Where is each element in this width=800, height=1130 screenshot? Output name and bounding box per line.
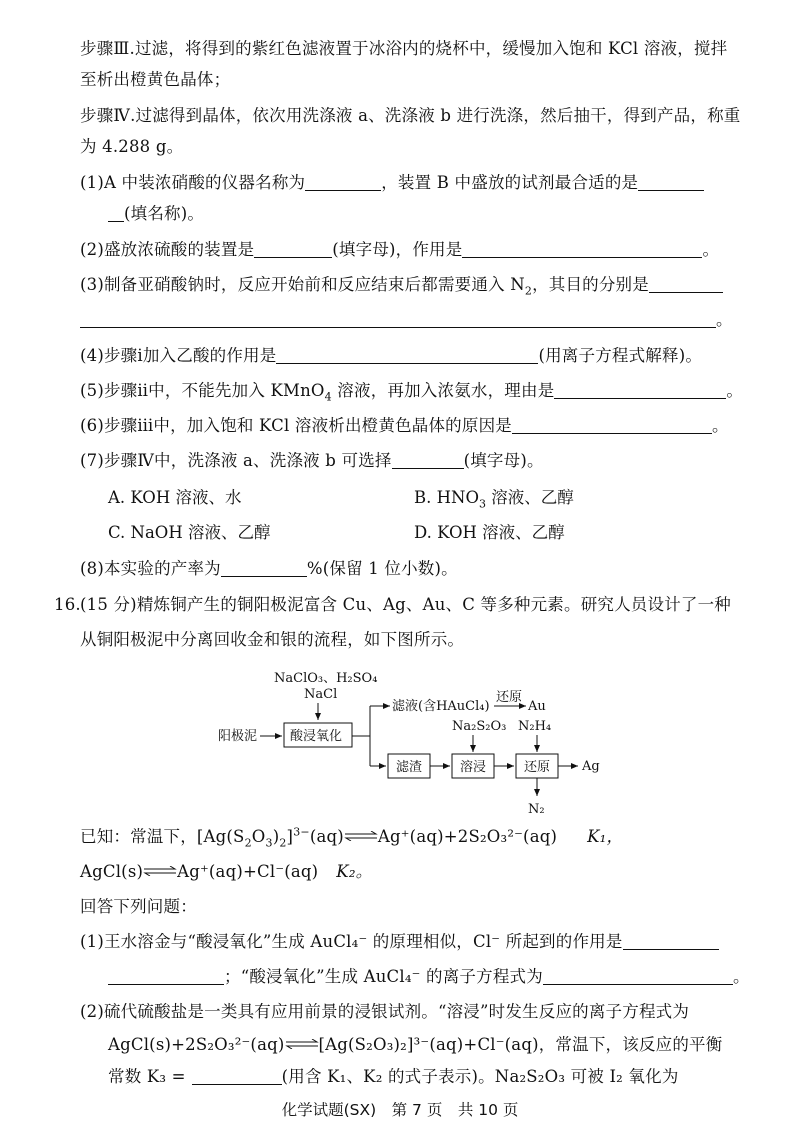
- question-7: (7)步骤Ⅳ中，洗涤液 a、洗涤液 b 可选择 (填字母)。: [80, 451, 544, 470]
- option-a[interactable]: A. KOH 溶液、水: [108, 488, 242, 507]
- flow-step-acid: 酸浸氧化: [290, 729, 343, 744]
- answer-blank[interactable]: [305, 174, 381, 191]
- question-number-16: 16.: [54, 595, 81, 614]
- flow-reduce-1: 还原: [496, 690, 523, 705]
- part-1-line2: ；“酸浸氧化”生成 AuCl₄⁻ 的离子方程式为 。: [80, 964, 730, 990]
- question-6: (6)步骤ⅲ中，加入饱和 KCl 溶液析出橙黄色晶体的原因是 。: [80, 416, 729, 435]
- flow-reagent-1: NaClO₃、H₂SO₄: [274, 671, 378, 686]
- flow-ag: Ag: [582, 759, 600, 774]
- answer-blank[interactable]: [192, 1068, 282, 1085]
- question-16-line1: (15 分)精炼铜产生的铜阳极泥富含 Cu、Ag、Au、C 等多种元素。研究人员设计了一种: [80, 595, 732, 614]
- process-flowchart: [210, 668, 630, 818]
- flow-residue: 滤渣: [396, 760, 423, 775]
- flow-start: 阳极泥: [218, 729, 258, 744]
- question-5: (5)步骤ⅱ中，不能先加入 KMnO$_4$ 溶液，再加入浓氨水，理由是 。: [80, 381, 744, 404]
- equilibrium-arrow-icon: [143, 866, 177, 876]
- answer-blank[interactable]: [623, 933, 719, 950]
- step4-line2: 为 4.288 g。: [80, 137, 184, 156]
- question-16-line2: 从铜阳极泥中分离回收金和银的流程，如下图所示。: [80, 630, 465, 649]
- answer-blank[interactable]: [276, 347, 538, 364]
- flow-reagent-2: NaCl: [304, 687, 338, 702]
- answer-blank[interactable]: [80, 311, 716, 328]
- flow-reduce-2: 还原: [524, 760, 551, 775]
- step3-line2: 至析出橙黄色晶体；: [80, 70, 231, 89]
- question-8: (8)本实验的产率为 %(保留 1 位小数)。: [80, 559, 458, 578]
- question-4: (4)步骤ⅰ加入乙酸的作用是 (用离子方程式解释)。: [80, 346, 703, 365]
- answer-intro: 回答下列问题：: [80, 897, 197, 916]
- step3-line1: 步骤Ⅲ.过滤，将得到的紫红色滤液置于冰浴内的烧杯中，缓慢加入饱和 KCl 溶液，搅拌: [80, 39, 728, 58]
- option-b[interactable]: B. $HNO_3$ 溶液、乙醇: [414, 488, 574, 511]
- flow-dissolve: 溶浸: [460, 760, 487, 775]
- part-2-line1: (2)硫代硫酸盐是一类具有应用前景的浸银试剂。“溶浸”时发生反应的离子方程式为: [80, 1002, 690, 1021]
- answer-blank[interactable]: [462, 241, 702, 258]
- part-1-line1: (1)王水溶金与“酸浸氧化”生成 AuCl₄⁻ 的原理相似，Cl⁻ 所起到的作用是: [80, 929, 730, 955]
- answer-blank[interactable]: [543, 968, 733, 985]
- answer-blank[interactable]: [108, 205, 124, 222]
- question-1-line2: (填名称)。: [108, 201, 758, 227]
- step4-line1: 步骤Ⅳ.过滤得到晶体，依次用洗涤液 a、洗涤液 b 进行洗涤，然后抽干，得到产品，称重: [80, 106, 741, 125]
- question-3-line1: (3)制备亚硝酸钠时，反应开始前和反应结束后都需要通入 $N_2$，其目的分别是: [80, 272, 730, 298]
- answer-blank[interactable]: [638, 174, 704, 191]
- question-3-line2: 。: [80, 307, 730, 333]
- answer-blank[interactable]: [392, 452, 464, 469]
- flow-dissolve-reagent: Na₂S₂O₃: [452, 719, 507, 734]
- flow-au: Au: [528, 699, 546, 714]
- part-2-line2: AgCl(s)+2S₂O₃²⁻(aq) [Ag(S₂O₃)₂]³⁻(aq)+Cl⁻(aq)，常温下，该反应的平衡: [108, 1035, 723, 1054]
- equilibrium-arrow-icon: [344, 831, 378, 841]
- page-footer: 化学试题(SX) 第 7 页 共 10 页: [281, 1101, 519, 1119]
- known-equilibrium-1: 已知：常温下，$[Ag(S_2O_3)_2]^{3-}(aq)$ Ag⁺(aq)+2S₂O₃²⁻(aq) K₁，: [80, 825, 624, 850]
- option-c[interactable]: C. NaOH 溶液、乙醇: [108, 523, 271, 542]
- answer-blank[interactable]: [554, 382, 726, 399]
- known-equilibrium-2: AgCl(s) Ag⁺(aq)+Cl⁻(aq) K₂。: [80, 862, 373, 881]
- question-2: (2)盛放浓硫酸的装置是 (填字母)，作用是 。: [80, 240, 720, 259]
- flow-n2: N₂: [528, 802, 545, 817]
- answer-blank[interactable]: [649, 276, 723, 293]
- answer-blank[interactable]: [221, 560, 307, 577]
- answer-blank[interactable]: [108, 968, 224, 985]
- answer-blank[interactable]: [512, 417, 712, 434]
- part-2-line3: 常数 K₃ = (用含 K₁、K₂ 的式子表示)。Na₂S₂O₃ 可被 I₂ 氧化为: [108, 1067, 679, 1086]
- option-d[interactable]: D. KOH 溶液、乙醇: [414, 523, 565, 542]
- flow-reduce-reagent: N₂H₄: [518, 719, 552, 734]
- answer-blank[interactable]: [254, 241, 332, 258]
- flow-filtrate: 滤液(含HAuCl₄): [392, 699, 490, 714]
- question-1-line1: (1)A 中装浓硝酸的仪器名称为 ，装置 B 中盛放的试剂最合适的是: [80, 170, 730, 196]
- equilibrium-arrow-icon: [285, 1039, 319, 1049]
